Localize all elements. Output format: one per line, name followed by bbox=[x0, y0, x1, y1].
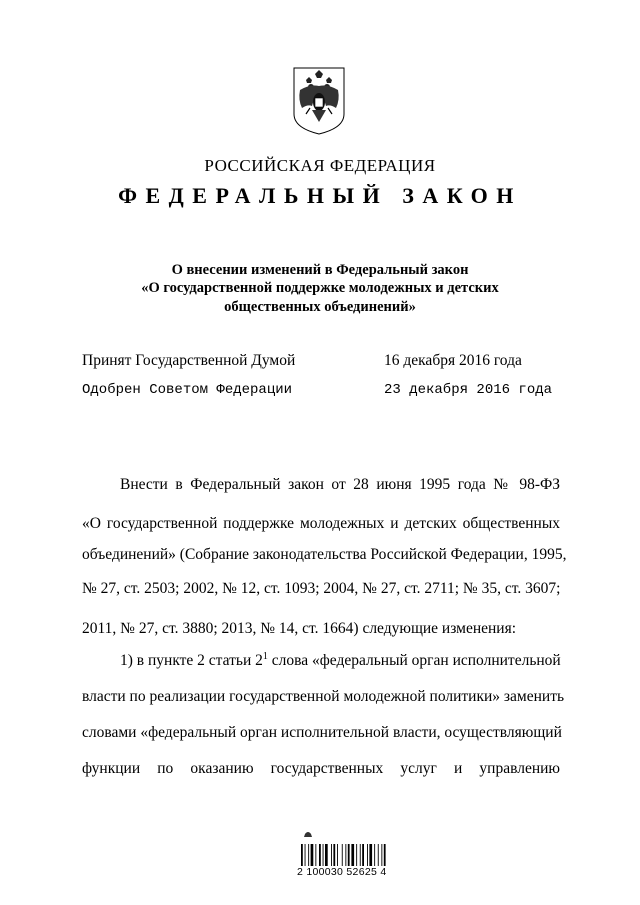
approved-date: 23 декабря 2016 года bbox=[384, 382, 553, 398]
body-line: «О государственной поддержке молодежных и детских общественных bbox=[82, 515, 560, 532]
signature-mark-icon bbox=[304, 832, 312, 837]
adopted-by-label: Принят Государственной Думой bbox=[82, 352, 296, 369]
russian-coat-of-arms-icon bbox=[288, 64, 350, 136]
body-line: функции по оказанию государственных услуг и управлению bbox=[82, 760, 560, 777]
item-1-suffix: слова «федеральный орган исполнительной bbox=[267, 652, 561, 669]
barcode-number: 2 100030 52625 4 bbox=[297, 866, 387, 878]
country-name: РОССИЙСКАЯ ФЕДЕРАЦИЯ bbox=[204, 156, 436, 175]
item-1-superscript: 1 bbox=[262, 650, 268, 662]
law-title-line-3: общественных объединений» bbox=[224, 299, 416, 315]
body-line: объединений» (Собрание законодательства Российской Федерации, 1995, bbox=[82, 546, 567, 563]
body-line: словами «федеральный орган исполнительной власти, осуществляющий bbox=[82, 724, 562, 741]
body-line: № 27, ст. 2503; 2002, № 12, ст. 1093; 2004, № 27, ст. 2711; № 35, ст. 3607; bbox=[82, 580, 561, 597]
law-title-line-2: «О государственной поддержке молодежных и детских bbox=[141, 280, 499, 296]
document-type: ФЕДЕРАЛЬНЫЙ ЗАКОН bbox=[118, 183, 522, 208]
adopted-date: 16 декабря 2016 года bbox=[384, 352, 522, 369]
approved-by-label: Одобрен Советом Федерации bbox=[82, 382, 293, 398]
law-title-line-1: О внесении изменений в Федеральный закон bbox=[171, 262, 469, 278]
item-1-line bbox=[120, 652, 560, 670]
body-line: власти по реализации государственной молодежной политики» заменить bbox=[82, 688, 565, 705]
body-line: 2011, № 27, ст. 3880; 2013, № 14, ст. 1664) следующие изменения: bbox=[82, 620, 517, 637]
body-line: Внести в Федеральный закон от 28 июня 1995 года № 98-ФЗ bbox=[120, 476, 560, 493]
item-1-prefix: 1) в пункте 2 статьи 2 bbox=[120, 652, 263, 669]
